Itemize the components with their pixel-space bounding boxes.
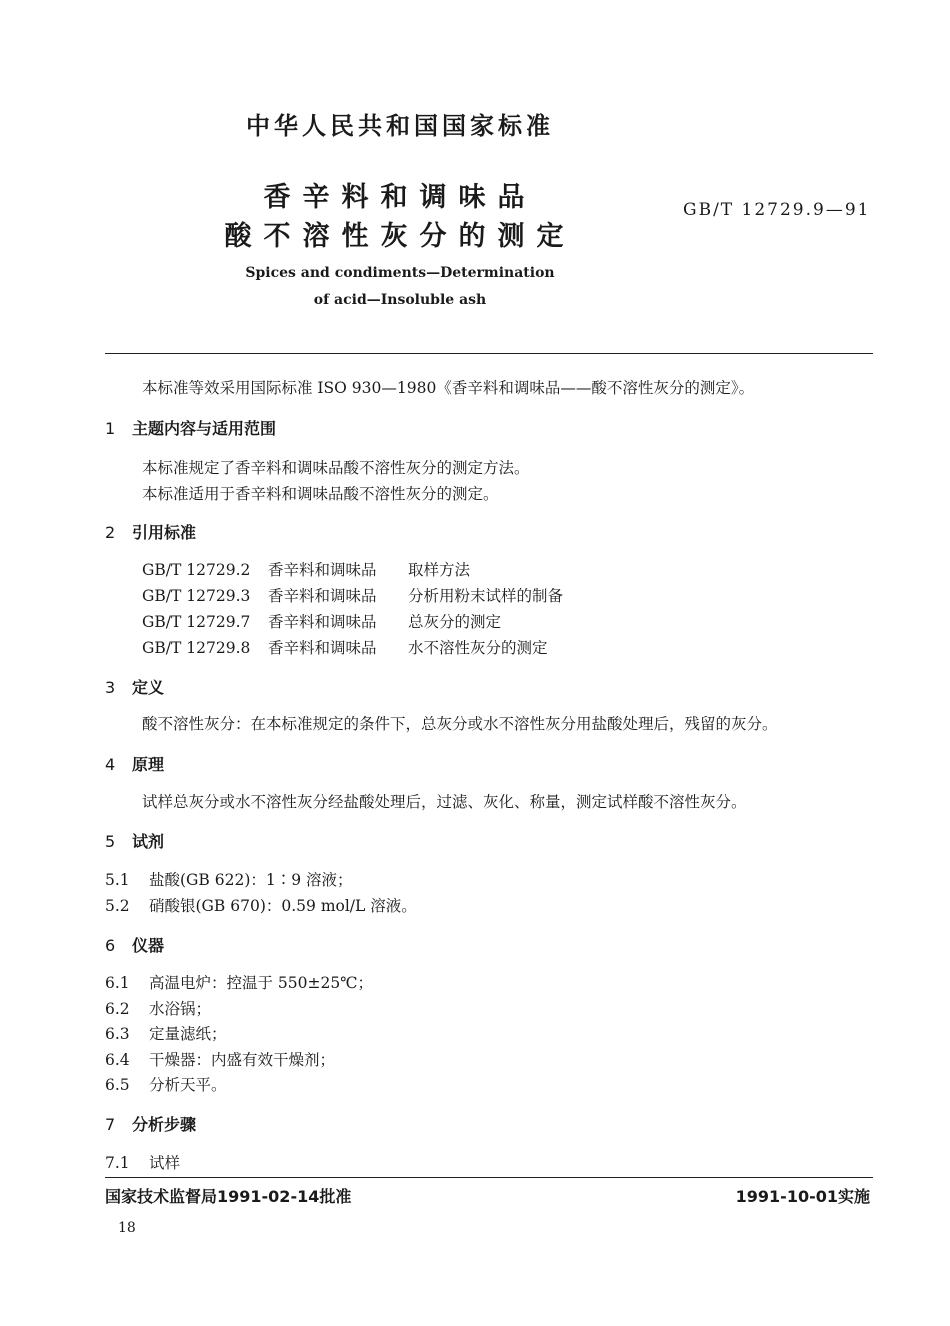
- section-4-heading: [105, 752, 164, 775]
- reference-topic: 分析用粉末试样的制备: [408, 587, 564, 605]
- reference-name: 香辛料和调味品: [268, 613, 377, 631]
- header-divider: [105, 353, 873, 354]
- section-number: 2: [105, 523, 116, 542]
- standard-number: GB/T 12729.9—91: [683, 200, 871, 220]
- reference-topic: 总灰分的测定: [408, 613, 502, 631]
- section-title: 试剂: [132, 832, 165, 851]
- reference-row: [142, 636, 548, 658]
- item-number: 5.2: [105, 897, 130, 915]
- procedure-item: [105, 1151, 180, 1173]
- section-3-heading: [105, 675, 164, 698]
- item-text: 分析天平。: [149, 1076, 227, 1094]
- section-title: 分析步骤: [132, 1115, 197, 1134]
- reagent-item: [105, 868, 353, 890]
- apparatus-item: [105, 997, 211, 1019]
- reference-name: 香辛料和调味品: [268, 587, 377, 605]
- document-title-line2: 酸不溶性灰分的测定: [224, 221, 576, 252]
- reference-row: [142, 558, 470, 580]
- section-6-heading: [105, 933, 164, 956]
- page-number: 18: [118, 1220, 136, 1236]
- section-number: 6: [105, 936, 116, 955]
- section-number: 4: [105, 755, 116, 774]
- apparatus-item: [105, 1073, 227, 1095]
- footer-divider: [105, 1177, 873, 1178]
- section-5-heading: [105, 829, 164, 852]
- section-title: 原理: [132, 755, 165, 774]
- reagent-item: [105, 894, 417, 916]
- item-text: 干燥器：内盛有效干燥剂；: [149, 1051, 336, 1069]
- document-title-line1: 香辛料和调味品: [263, 182, 537, 213]
- section-number: 1: [105, 419, 116, 438]
- reference-code: GB/T 12729.3: [142, 587, 251, 605]
- section-title: 引用标准: [132, 523, 197, 542]
- definition-text: 酸不溶性灰分：在本标准规定的条件下，总灰分或水不溶性灰分用盐酸处理后，残留的灰分。: [142, 715, 778, 733]
- intro-paragraph: 本标准等效采用国际标准 ISO 930—1980《香辛料和调味品——酸不溶性灰分的测定》。: [142, 379, 755, 397]
- section-title: 仪器: [132, 936, 165, 955]
- english-title-line2: of acid—Insoluble ash: [313, 292, 487, 308]
- reference-code: GB/T 12729.7: [142, 613, 251, 631]
- item-number: 6.5: [105, 1076, 130, 1094]
- reference-name: 香辛料和调味品: [268, 561, 377, 579]
- reference-name: 香辛料和调味品: [268, 639, 377, 657]
- section-1-line: 本标准规定了香辛料和调味品酸不溶性灰分的测定方法。: [142, 459, 530, 477]
- english-title-line1: Spices and condiments—Determination: [245, 265, 555, 281]
- section-number: 5: [105, 832, 116, 851]
- reference-topic: 取样方法: [408, 561, 471, 579]
- item-text: 定量滤纸；: [149, 1025, 227, 1043]
- item-number: 6.2: [105, 1000, 130, 1018]
- item-number: 6.3: [105, 1025, 130, 1043]
- section-title: 主题内容与适用范围: [132, 419, 277, 438]
- item-text: 试样: [149, 1154, 181, 1172]
- apparatus-item: [105, 1048, 335, 1070]
- item-number: 5.1: [105, 871, 130, 889]
- section-1-line: 本标准适用于香辛料和调味品酸不溶性灰分的测定。: [142, 485, 499, 503]
- approval-date: 国家技术监督局1991-02-14批准: [105, 1187, 352, 1206]
- item-text: 硝酸银(GB 670)：0.59 mol/L 溶液。: [149, 897, 417, 915]
- section-title: 定义: [132, 678, 165, 697]
- item-number: 6.4: [105, 1051, 130, 1069]
- implementation-date: 1991-10-01实施: [735, 1187, 870, 1206]
- apparatus-item: [105, 1022, 227, 1044]
- section-number: 7: [105, 1115, 116, 1134]
- item-number: 6.1: [105, 974, 130, 992]
- reference-topic: 水不溶性灰分的测定: [408, 639, 548, 657]
- item-text: 盐酸(GB 622)：1∶9 溶液；: [149, 871, 353, 889]
- section-number: 3: [105, 678, 116, 697]
- reference-row: [142, 584, 563, 606]
- item-text: 水浴锅；: [149, 1000, 212, 1018]
- section-7-heading: [105, 1112, 196, 1135]
- item-text: 高温电炉：控温于 550±25℃；: [149, 974, 374, 992]
- reference-row: [142, 610, 501, 632]
- section-1-heading: [105, 416, 276, 439]
- section-2-heading: [105, 520, 196, 543]
- principle-text: 试样总灰分或水不溶性灰分经盐酸处理后，过滤、灰化、称量，测定试样酸不溶性灰分。: [142, 793, 747, 811]
- item-number: 7.1: [105, 1154, 130, 1172]
- national-standard-heading: 中华人民共和国国家标准: [246, 112, 554, 140]
- reference-code: GB/T 12729.8: [142, 639, 251, 657]
- apparatus-item: [105, 971, 373, 993]
- reference-code: GB/T 12729.2: [142, 561, 251, 579]
